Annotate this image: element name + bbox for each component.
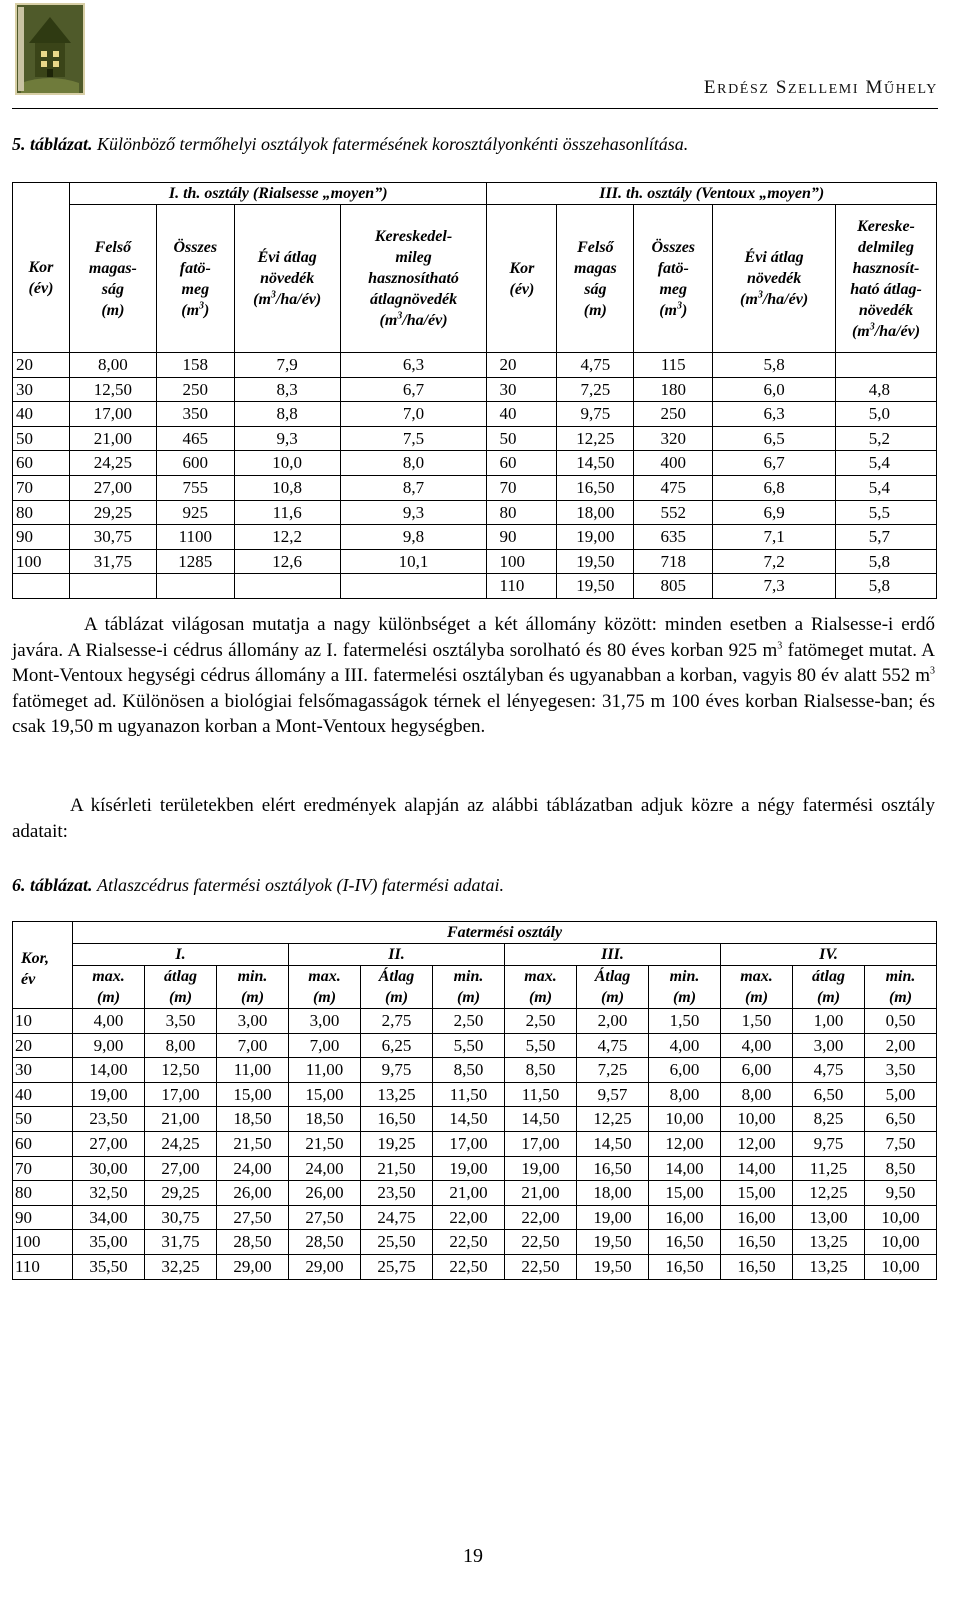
height-cell: 6,00 [721, 1058, 793, 1083]
t6-sub-header: max. (m) [289, 966, 361, 1009]
height-cell: 25,75 [361, 1254, 433, 1279]
table6-caption: 6. táblázat. Atlaszcédrus fatermési osztályok (I-IV) fatermési adatai. [12, 875, 504, 895]
height-cell: 1,00 [793, 1009, 865, 1034]
table5-caption: 5. táblázat. Különböző termőhelyi osztályok fatermésének korosztályonkénti összehasonlítása. [12, 134, 689, 154]
height-cell: 6,50 [865, 1107, 937, 1132]
height-cell: 12,25 [577, 1107, 649, 1132]
height-cell: 4,75 [577, 1033, 649, 1058]
height-cell: 24,75 [361, 1205, 433, 1230]
height-cell: 5,50 [505, 1033, 577, 1058]
height-cell: 29,00 [289, 1254, 361, 1279]
height-cell: 22,50 [505, 1254, 577, 1279]
table-row [13, 1107, 937, 1132]
table6 [12, 921, 937, 1280]
table-row [13, 1230, 937, 1255]
height-cell: 8,50 [433, 1058, 505, 1083]
table-row [13, 1009, 937, 1034]
height-cell: 2,50 [505, 1009, 577, 1034]
height-cell: 28,50 [217, 1230, 289, 1255]
height-cell: 26,00 [289, 1181, 361, 1206]
height-cell: 16,50 [649, 1254, 721, 1279]
height-cell: 30,00 [73, 1156, 145, 1181]
height-cell: 3,00 [793, 1033, 865, 1058]
t6-sub-header: átlag (m) [145, 966, 217, 1009]
height-cell: 24,25 [145, 1131, 217, 1156]
height-cell: 29,25 [145, 1181, 217, 1206]
height-cell: 11,25 [793, 1156, 865, 1181]
table5-group1-title: I. th. osztály (Rialsesse „moyen”) [69, 183, 487, 205]
height-cell: 6,25 [361, 1033, 433, 1058]
t6-header-kor: Kor, év [13, 922, 73, 1009]
height-cell: 13,25 [793, 1254, 865, 1279]
height-cell: 7,00 [289, 1033, 361, 1058]
height-cell: 9,75 [361, 1058, 433, 1083]
height-cell: 19,00 [433, 1156, 505, 1181]
t5-header-evi2: Évi átlag növedék $(m^3/ha/év)$ [713, 205, 836, 353]
height-cell: 12,50 [145, 1058, 217, 1083]
height-cell: 27,50 [217, 1205, 289, 1230]
t6-sub-header: min. (m) [217, 966, 289, 1009]
height-cell: 27,00 [145, 1156, 217, 1181]
body-paragraph-2: A kísérleti területekben elért eredmények alapján az alábbi táblázatban adjuk közre a négy fatermési osztály adatait: [12, 795, 935, 842]
t5-header-evi1: Évi átlag növedék $(m^3/ha/év)$ [234, 205, 340, 353]
table5-group2-title: III. th. osztály (Ventoux „moyen”) [487, 183, 937, 205]
height-cell: 12,25 [793, 1181, 865, 1206]
height-cell: 18,00 [577, 1181, 649, 1206]
table-row [13, 1082, 937, 1107]
height-cell: 6,50 [793, 1082, 865, 1107]
height-cell: 4,00 [721, 1033, 793, 1058]
table-row: 50 21,00 465 9,3 7,5 50 12,25 320 6,5 5,2 [13, 426, 937, 451]
age-cell: 70 [13, 1156, 73, 1181]
height-cell: 10,00 [649, 1107, 721, 1132]
height-cell: 22,00 [505, 1205, 577, 1230]
height-cell: 10,00 [865, 1205, 937, 1230]
height-cell: 14,00 [73, 1058, 145, 1083]
t6-sub-header: max. (m) [721, 966, 793, 1009]
height-cell: 9,57 [577, 1082, 649, 1107]
height-cell: 21,00 [505, 1181, 577, 1206]
t6-class-4: IV. [721, 944, 937, 966]
height-cell: 19,00 [73, 1082, 145, 1107]
age-cell: 20 [13, 1033, 73, 1058]
t5-header-felso1: Felső magas- ság (m) [69, 205, 156, 353]
height-cell: 17,00 [145, 1082, 217, 1107]
height-cell: 21,50 [289, 1131, 361, 1156]
t6-class-3: III. [505, 944, 721, 966]
header-rule [12, 108, 938, 109]
height-cell: 22,50 [433, 1230, 505, 1255]
height-cell: 14,50 [433, 1107, 505, 1132]
t6-sub-header: átlag (m) [793, 966, 865, 1009]
height-cell: 6,00 [649, 1058, 721, 1083]
height-cell: 16,00 [649, 1205, 721, 1230]
height-cell: 19,50 [577, 1230, 649, 1255]
table-row: 40 17,00 350 8,8 7,0 40 9,75 250 6,3 5,0 [13, 402, 937, 427]
age-cell: 40 [13, 1082, 73, 1107]
height-cell: 35,00 [73, 1230, 145, 1255]
height-cell: 5,00 [865, 1082, 937, 1107]
height-cell: 24,00 [217, 1156, 289, 1181]
height-cell: 8,00 [649, 1082, 721, 1107]
table-row [13, 1181, 937, 1206]
height-cell: 11,00 [289, 1058, 361, 1083]
age-cell: 100 [13, 1230, 73, 1255]
age-cell: 30 [13, 1058, 73, 1083]
t6-sub-header: Átlag (m) [361, 966, 433, 1009]
t5-header-felso2: Felső magas ság (m) [557, 205, 634, 353]
height-cell: 1,50 [649, 1009, 721, 1034]
age-cell: 110 [13, 1254, 73, 1279]
height-cell: 0,50 [865, 1009, 937, 1034]
t6-sub-header: max. (m) [505, 966, 577, 1009]
height-cell: 2,00 [577, 1009, 649, 1034]
height-cell: 23,50 [361, 1181, 433, 1206]
height-cell: 15,00 [721, 1181, 793, 1206]
height-cell: 15,00 [217, 1082, 289, 1107]
height-cell: 3,00 [217, 1009, 289, 1034]
table-row [13, 1058, 937, 1083]
height-cell: 31,75 [145, 1230, 217, 1255]
height-cell: 18,50 [217, 1107, 289, 1132]
height-cell: 21,50 [217, 1131, 289, 1156]
table-row: 90 30,75 1100 12,2 9,8 90 19,00 635 7,1 5,7 [13, 525, 937, 550]
height-cell: 13,00 [793, 1205, 865, 1230]
height-cell: 5,50 [433, 1033, 505, 1058]
height-cell: 8,25 [793, 1107, 865, 1132]
height-cell: 14,00 [721, 1156, 793, 1181]
t6-sub-header: min. (m) [865, 966, 937, 1009]
height-cell: 27,00 [73, 1131, 145, 1156]
height-cell: 21,00 [433, 1181, 505, 1206]
height-cell: 11,00 [217, 1058, 289, 1083]
height-cell: 19,00 [577, 1205, 649, 1230]
height-cell: 8,00 [145, 1033, 217, 1058]
height-cell: 2,75 [361, 1009, 433, 1034]
height-cell: 34,00 [73, 1205, 145, 1230]
height-cell: 2,50 [433, 1009, 505, 1034]
t5-header-osszes2: Összes fatö- meg $(m^3)$ [634, 205, 713, 353]
table-row [13, 1033, 937, 1058]
height-cell: 21,00 [145, 1107, 217, 1132]
height-cell: 7,50 [865, 1131, 937, 1156]
height-cell: 10,00 [865, 1254, 937, 1279]
height-cell: 4,75 [793, 1058, 865, 1083]
height-cell: 13,25 [793, 1230, 865, 1255]
height-cell: 19,25 [361, 1131, 433, 1156]
table-row: 70 27,00 755 10,8 8,7 70 16,50 475 6,8 5,4 [13, 475, 937, 500]
height-cell: 16,50 [721, 1254, 793, 1279]
height-cell: 10,00 [865, 1230, 937, 1255]
height-cell: 35,50 [73, 1254, 145, 1279]
table-row [13, 1131, 937, 1156]
height-cell: 3,50 [865, 1058, 937, 1083]
table-row: 80 29,25 925 11,6 9,3 80 18,00 552 6,9 5,5 [13, 500, 937, 525]
height-cell: 8,50 [505, 1058, 577, 1083]
height-cell: 2,00 [865, 1033, 937, 1058]
t5-header-kor2: Kor (év) [487, 205, 557, 353]
height-cell: 32,25 [145, 1254, 217, 1279]
height-cell: 15,00 [649, 1181, 721, 1206]
age-cell: 80 [13, 1181, 73, 1206]
height-cell: 24,00 [289, 1156, 361, 1181]
height-cell: 9,50 [865, 1181, 937, 1206]
page-number: 19 [463, 1545, 483, 1567]
table-row [13, 1156, 937, 1181]
t5-header-ker2: Kereske- delmileg hasznosít- ható átlag- növedék $(m^3/ha/év)$ [836, 205, 937, 353]
t6-class-1: I. [73, 944, 289, 966]
age-cell: 10 [13, 1009, 73, 1034]
table-row: 20 8,00 158 7,9 6,3 20 4,75 115 5,8 [13, 353, 937, 378]
height-cell: 26,00 [217, 1181, 289, 1206]
height-cell: 14,50 [505, 1107, 577, 1132]
table-row: 110 19,50 805 7,3 5,8 [13, 574, 937, 599]
t5-header-osszes1: Összes fatö- meg $(m^3)$ [156, 205, 234, 353]
height-cell: 16,50 [649, 1230, 721, 1255]
height-cell: 21,50 [361, 1156, 433, 1181]
t6-super-header: Fatermési osztály [73, 922, 937, 944]
table-row: 100 31,75 1285 12,6 10,1 100 19,50 718 7,2 5,8 [13, 549, 937, 574]
height-cell: 23,50 [73, 1107, 145, 1132]
height-cell: 14,50 [577, 1131, 649, 1156]
journal-name: ERDÉSZ SZELLEMI MŰHELY [703, 77, 938, 98]
height-cell: 11,50 [433, 1082, 505, 1107]
height-cell: 1,50 [721, 1009, 793, 1034]
height-cell: 15,00 [289, 1082, 361, 1107]
height-cell: 22,00 [433, 1205, 505, 1230]
height-cell: 30,75 [145, 1205, 217, 1230]
height-cell: 16,50 [721, 1230, 793, 1255]
height-cell: 16,00 [721, 1205, 793, 1230]
height-cell: 25,50 [361, 1230, 433, 1255]
height-cell: 4,00 [73, 1009, 145, 1034]
height-cell: 28,50 [289, 1230, 361, 1255]
height-cell: 32,50 [73, 1181, 145, 1206]
t6-sub-header: min. (m) [433, 966, 505, 1009]
height-cell: 14,00 [649, 1156, 721, 1181]
t5-header-ker1: Kereskedel- mileg hasznosítható átlagnövedék $(m^3/ha/év)$ [340, 205, 487, 353]
t6-sub-header: min. (m) [649, 966, 721, 1009]
height-cell: 11,50 [505, 1082, 577, 1107]
age-cell: 50 [13, 1107, 73, 1132]
journal-logo [15, 3, 85, 95]
height-cell: 3,50 [145, 1009, 217, 1034]
height-cell: 8,00 [721, 1082, 793, 1107]
height-cell: 16,50 [577, 1156, 649, 1181]
height-cell: 19,00 [505, 1156, 577, 1181]
height-cell: 7,00 [217, 1033, 289, 1058]
height-cell: 3,00 [289, 1009, 361, 1034]
height-cell: 10,00 [721, 1107, 793, 1132]
height-cell: 16,50 [361, 1107, 433, 1132]
t6-sub-header: Átlag (m) [577, 966, 649, 1009]
table5 [12, 182, 937, 599]
height-cell: 9,75 [793, 1131, 865, 1156]
table-row: 30 12,50 250 8,3 6,7 30 7,25 180 6,0 4,8 [13, 377, 937, 402]
height-cell: 29,00 [217, 1254, 289, 1279]
height-cell: 22,50 [505, 1230, 577, 1255]
table-row: 60 24,25 600 10,0 8,0 60 14,50 400 6,7 5,4 [13, 451, 937, 476]
height-cell: 19,50 [577, 1254, 649, 1279]
table-row [13, 1254, 937, 1279]
height-cell: 13,25 [361, 1082, 433, 1107]
body-paragraph-1: A táblázat világosan mutatja a nagy különbséget a két állomány között: minden esetben a Rialsesse-i erdő javára. A Rialsesse-i cédrus állomány az I. fatermelési osztályba sorolható és 80 éves korban 925 $m^3$ fatömeget mutat. A Mont-Ventoux hegységi cédrus állomány a III. fatermelési osztályban és ugyanabban a korban, vagyis 80 év alatt 552 $m^3$ fatömeget ad. Különösen a biológiai felsőmagasságok térnek el lényegesen: 31,75 m 100 éves korban Rialsesse-ban; és csak 19,50 m ugyanazon korban a Mont-Ventoux hegységben. [12, 614, 935, 738]
t6-sub-header: max. (m) [73, 966, 145, 1009]
age-cell: 60 [13, 1131, 73, 1156]
height-cell: 12,00 [649, 1131, 721, 1156]
height-cell: 7,25 [577, 1058, 649, 1083]
height-cell: 22,50 [433, 1254, 505, 1279]
height-cell: 27,50 [289, 1205, 361, 1230]
height-cell: 12,00 [721, 1131, 793, 1156]
table-row [13, 1205, 937, 1230]
height-cell: 17,00 [505, 1131, 577, 1156]
height-cell: 8,50 [865, 1156, 937, 1181]
height-cell: 4,00 [649, 1033, 721, 1058]
t5-header-kor: Kor (év) [13, 205, 70, 353]
height-cell: 17,00 [433, 1131, 505, 1156]
age-cell: 90 [13, 1205, 73, 1230]
height-cell: 9,00 [73, 1033, 145, 1058]
t6-class-2: II. [289, 944, 505, 966]
height-cell: 18,50 [289, 1107, 361, 1132]
